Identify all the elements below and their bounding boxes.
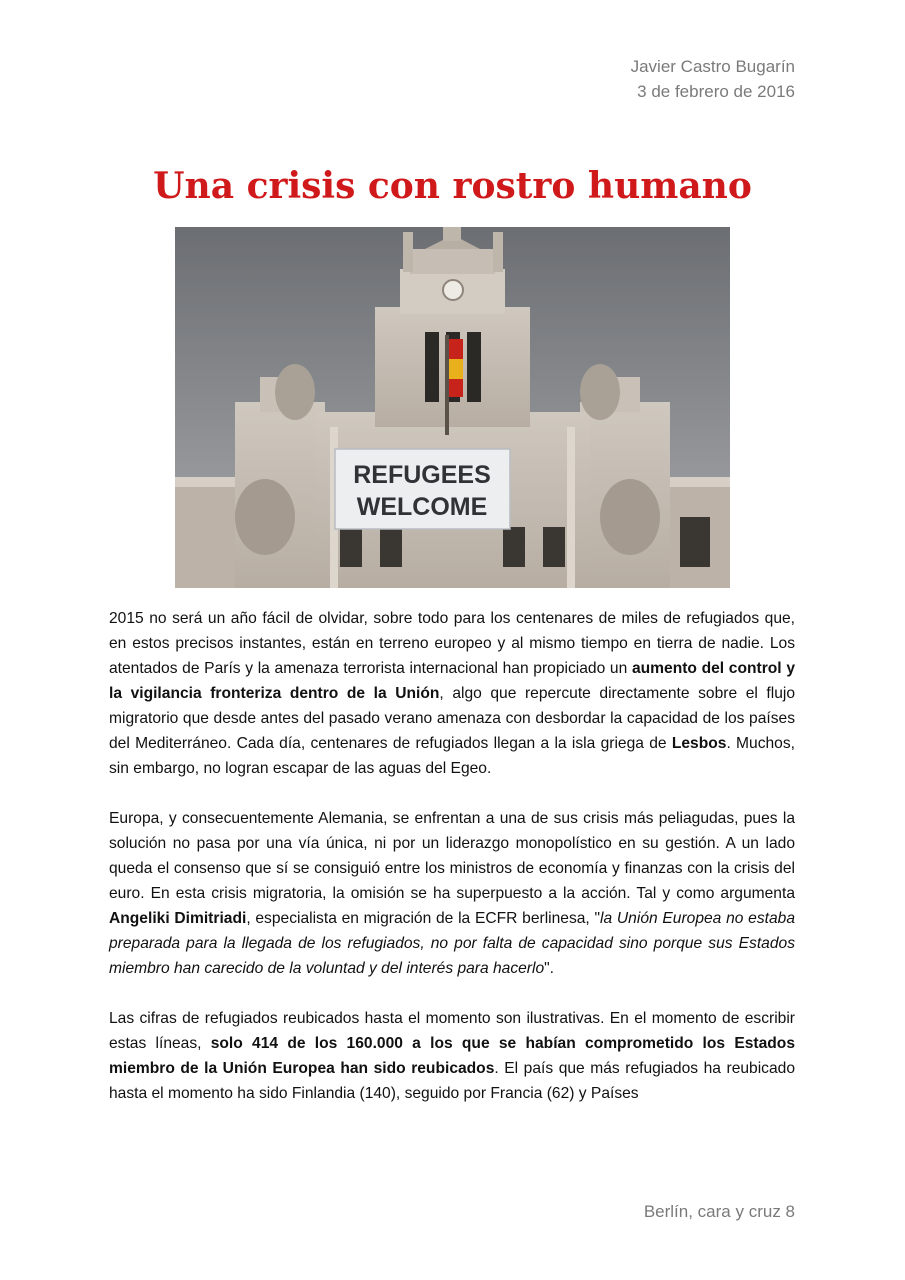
publication-date: 3 de febrero de 2016 xyxy=(637,82,795,101)
text-span: ". xyxy=(544,960,555,977)
bold-span: solo 414 de los 160.000 a los que se habían comprometido los Estados miembro de la Unión Europea han sido reubicados xyxy=(109,1035,795,1077)
text-span: Las cifras de refugiados reubicados hasta el momento son ilustrativas. En el momento de escribir estas líneas, xyxy=(109,1010,795,1052)
article-photo xyxy=(175,227,730,588)
bold-span: Lesbos xyxy=(671,735,727,752)
page-footer: Berlín, cara y cruz 8 xyxy=(643,1202,795,1221)
bold-span: aumento del control y la vigilancia fronteriza dentro de la Unión xyxy=(109,660,795,702)
article-body xyxy=(109,606,795,1131)
banner-line-1: REFUGEES xyxy=(353,461,491,489)
text-span: . Muchos, sin embargo, no logran escapar de las aguas del Egeo. xyxy=(109,735,795,777)
author-name: Javier Castro Bugarín xyxy=(630,57,795,76)
paragraph-3 xyxy=(109,1006,795,1106)
author-block xyxy=(631,54,795,104)
paragraph-2 xyxy=(109,806,795,981)
text-span: 2015 no será un año fácil de olvidar, sobre todo para los centenares de miles de refugiados que, en estos precisos instantes, están en terreno europeo y al mismo tiempo en tierra de nadie. Los atentados de París y la amenaza terrorista internacional han propiciado un xyxy=(109,610,795,677)
paragraph-1 xyxy=(109,606,795,781)
banner-line-2: WELCOME xyxy=(356,493,488,521)
article-title: Una crisis con rostro humano xyxy=(153,165,752,207)
text-span: , especialista en migración de la ECFR berlinesa, " xyxy=(246,910,601,927)
italic-quote: la Unión Europea no estaba preparada para la llegada de los refugiados, no por falta de capacidad sino porque sus Estados miembro han carecido de la voluntad y del interés para hacerlo xyxy=(109,910,795,977)
bold-span: Angeliki Dimitriadi xyxy=(109,910,247,927)
text-span: , algo que repercute directamente sobre el flujo migratorio que desde antes del pasado verano amenaza con desbordar la capacidad de los países del Mediterráneo. Cada día, centenares de refugiados llegan a la isla griega de xyxy=(109,685,796,752)
text-span: Europa, y consecuentemente Alemania, se enfrentan a una de sus crisis más peliagudas, pues la solución no pasa por una vía única, ni por un liderazgo monopolístico en su gestión. A un lado queda el consenso que sí se consiguió entre los ministros de economía y finanzas con la crisis del euro. En esta crisis migratoria, la omisión se ha superpuesto a la acción. Tal y como argumenta xyxy=(109,810,795,902)
text-span: . El país que más refugiados ha reubicado hasta el momento ha sido Finlandia (140), seguido por Francia (62) y Países xyxy=(109,1060,795,1102)
